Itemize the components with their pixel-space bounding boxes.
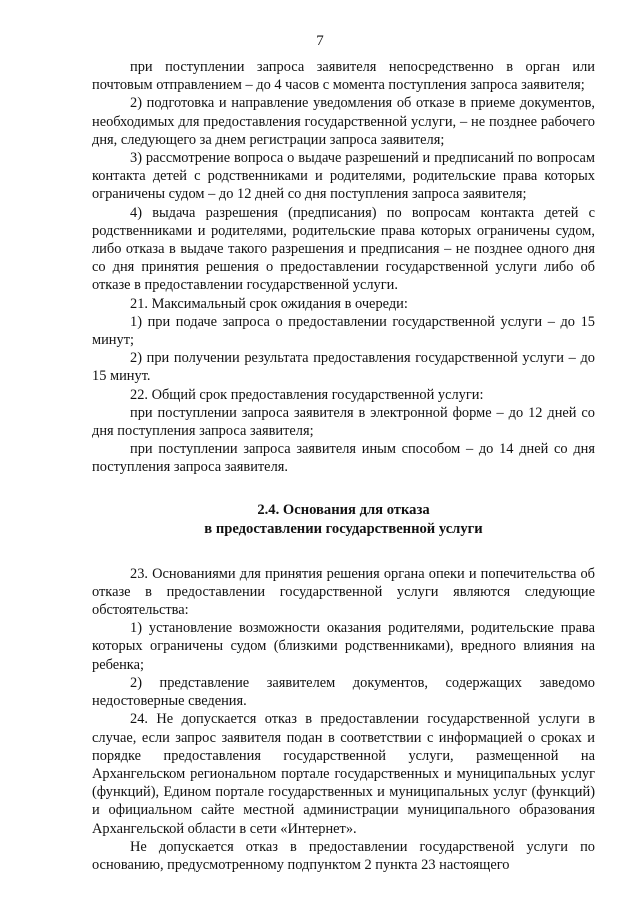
- page-number: 7: [316, 33, 324, 49]
- paragraph-23-item-2: 2) представление заявителем документов, содержащих заведомо недостоверные сведения.: [92, 674, 595, 710]
- paragraph-22-total-term: 22. Общий срок предоставления государственной услуги:: [130, 386, 484, 403]
- paragraph-23-item-1: 1) установление возможности оказания родителями, родительские права которых ограничены судом (близкими родственниками), вредного влияния на ребенка;: [92, 620, 595, 673]
- paragraph-22-electronic: при поступлении запроса заявителя в электронной форме – до 12 дней со дня поступления запроса заявителя;: [92, 404, 595, 440]
- paragraph-item-4-issuance: 4) выдача разрешения (предписания) по вопросам контакта детей с родственниками и родителями, родительские права которых ограничены судом, либо отказа в выдаче такого разрешения и предписания – не позднее одного дня со дня принятия решения о предоставлении государственной услуги либо об отказе в предоставлении государственной услуги.: [92, 204, 595, 294]
- section-heading-line-2: в предоставлении государственной услуги: [204, 520, 483, 537]
- paragraph-21-item-1: 1) при подаче запроса о предоставлении государственной услуги – до 15 минут;: [92, 313, 595, 349]
- paragraph-22-other: при поступлении запроса заявителя иным способом – до 14 дней со дня поступления запроса заявителя.: [92, 441, 595, 476]
- paragraph-receipt-direct: при поступлении запроса заявителя непосредственно в орган или почтовым отправлением – до 4 часов с момента поступления запроса заявителя;: [92, 59, 595, 94]
- section-heading-line-1: 2.4. Основания для отказа: [257, 501, 430, 518]
- paragraph-item-2-refusal-notice: 2) подготовка и направление уведомления об отказе в приеме документов, необходимых для предоставления государственной услуги, – не позднее рабочего дня, следующего за днем регистрации запроса заявителя;: [92, 95, 595, 148]
- paragraph-item-3-consideration: 3) рассмотрение вопроса о выдаче разрешений и предписаний по вопросам контакта детей с родственниками и родителями, родительские права которых ограничены судом – до 12 дней со дня поступления запроса заявителя;: [92, 150, 595, 203]
- section-heading: [92, 501, 595, 539]
- document-body: [92, 58, 595, 874]
- paragraph-24-continuation: Не допускается отказ в предоставлении государственой услуги по основанию, предусмотренному подпунктом 2 пункта 23 настоящего: [92, 838, 595, 873]
- paragraph-21-item-2: 2) при получении результата предоставления государственной услуги – до 15 минут.: [92, 350, 595, 385]
- paragraph-21-queue-time: 21. Максимальный срок ожидания в очереди:: [130, 295, 408, 312]
- paragraph-23-grounds: 23. Основаниями для принятия решения органа опеки и попечительства об отказе в предоставлении государственной услуги являются следующие обстоятельства:: [92, 565, 595, 619]
- paragraph-24-no-refusal: 24. Не допускается отказ в предоставлении государственной услуги в случае, если запрос заявителя подан в соответствии с информацией о сроках и порядке предоставления государственной услуги, размещенной на Архангельском региональном портале государственных и муниципальных услуг (функций), Едином портале государственных и муниципальных услуг (функций) и официальном сайте местной администрации муниципального образования Архангельской области в сети «Интернет».: [92, 711, 595, 837]
